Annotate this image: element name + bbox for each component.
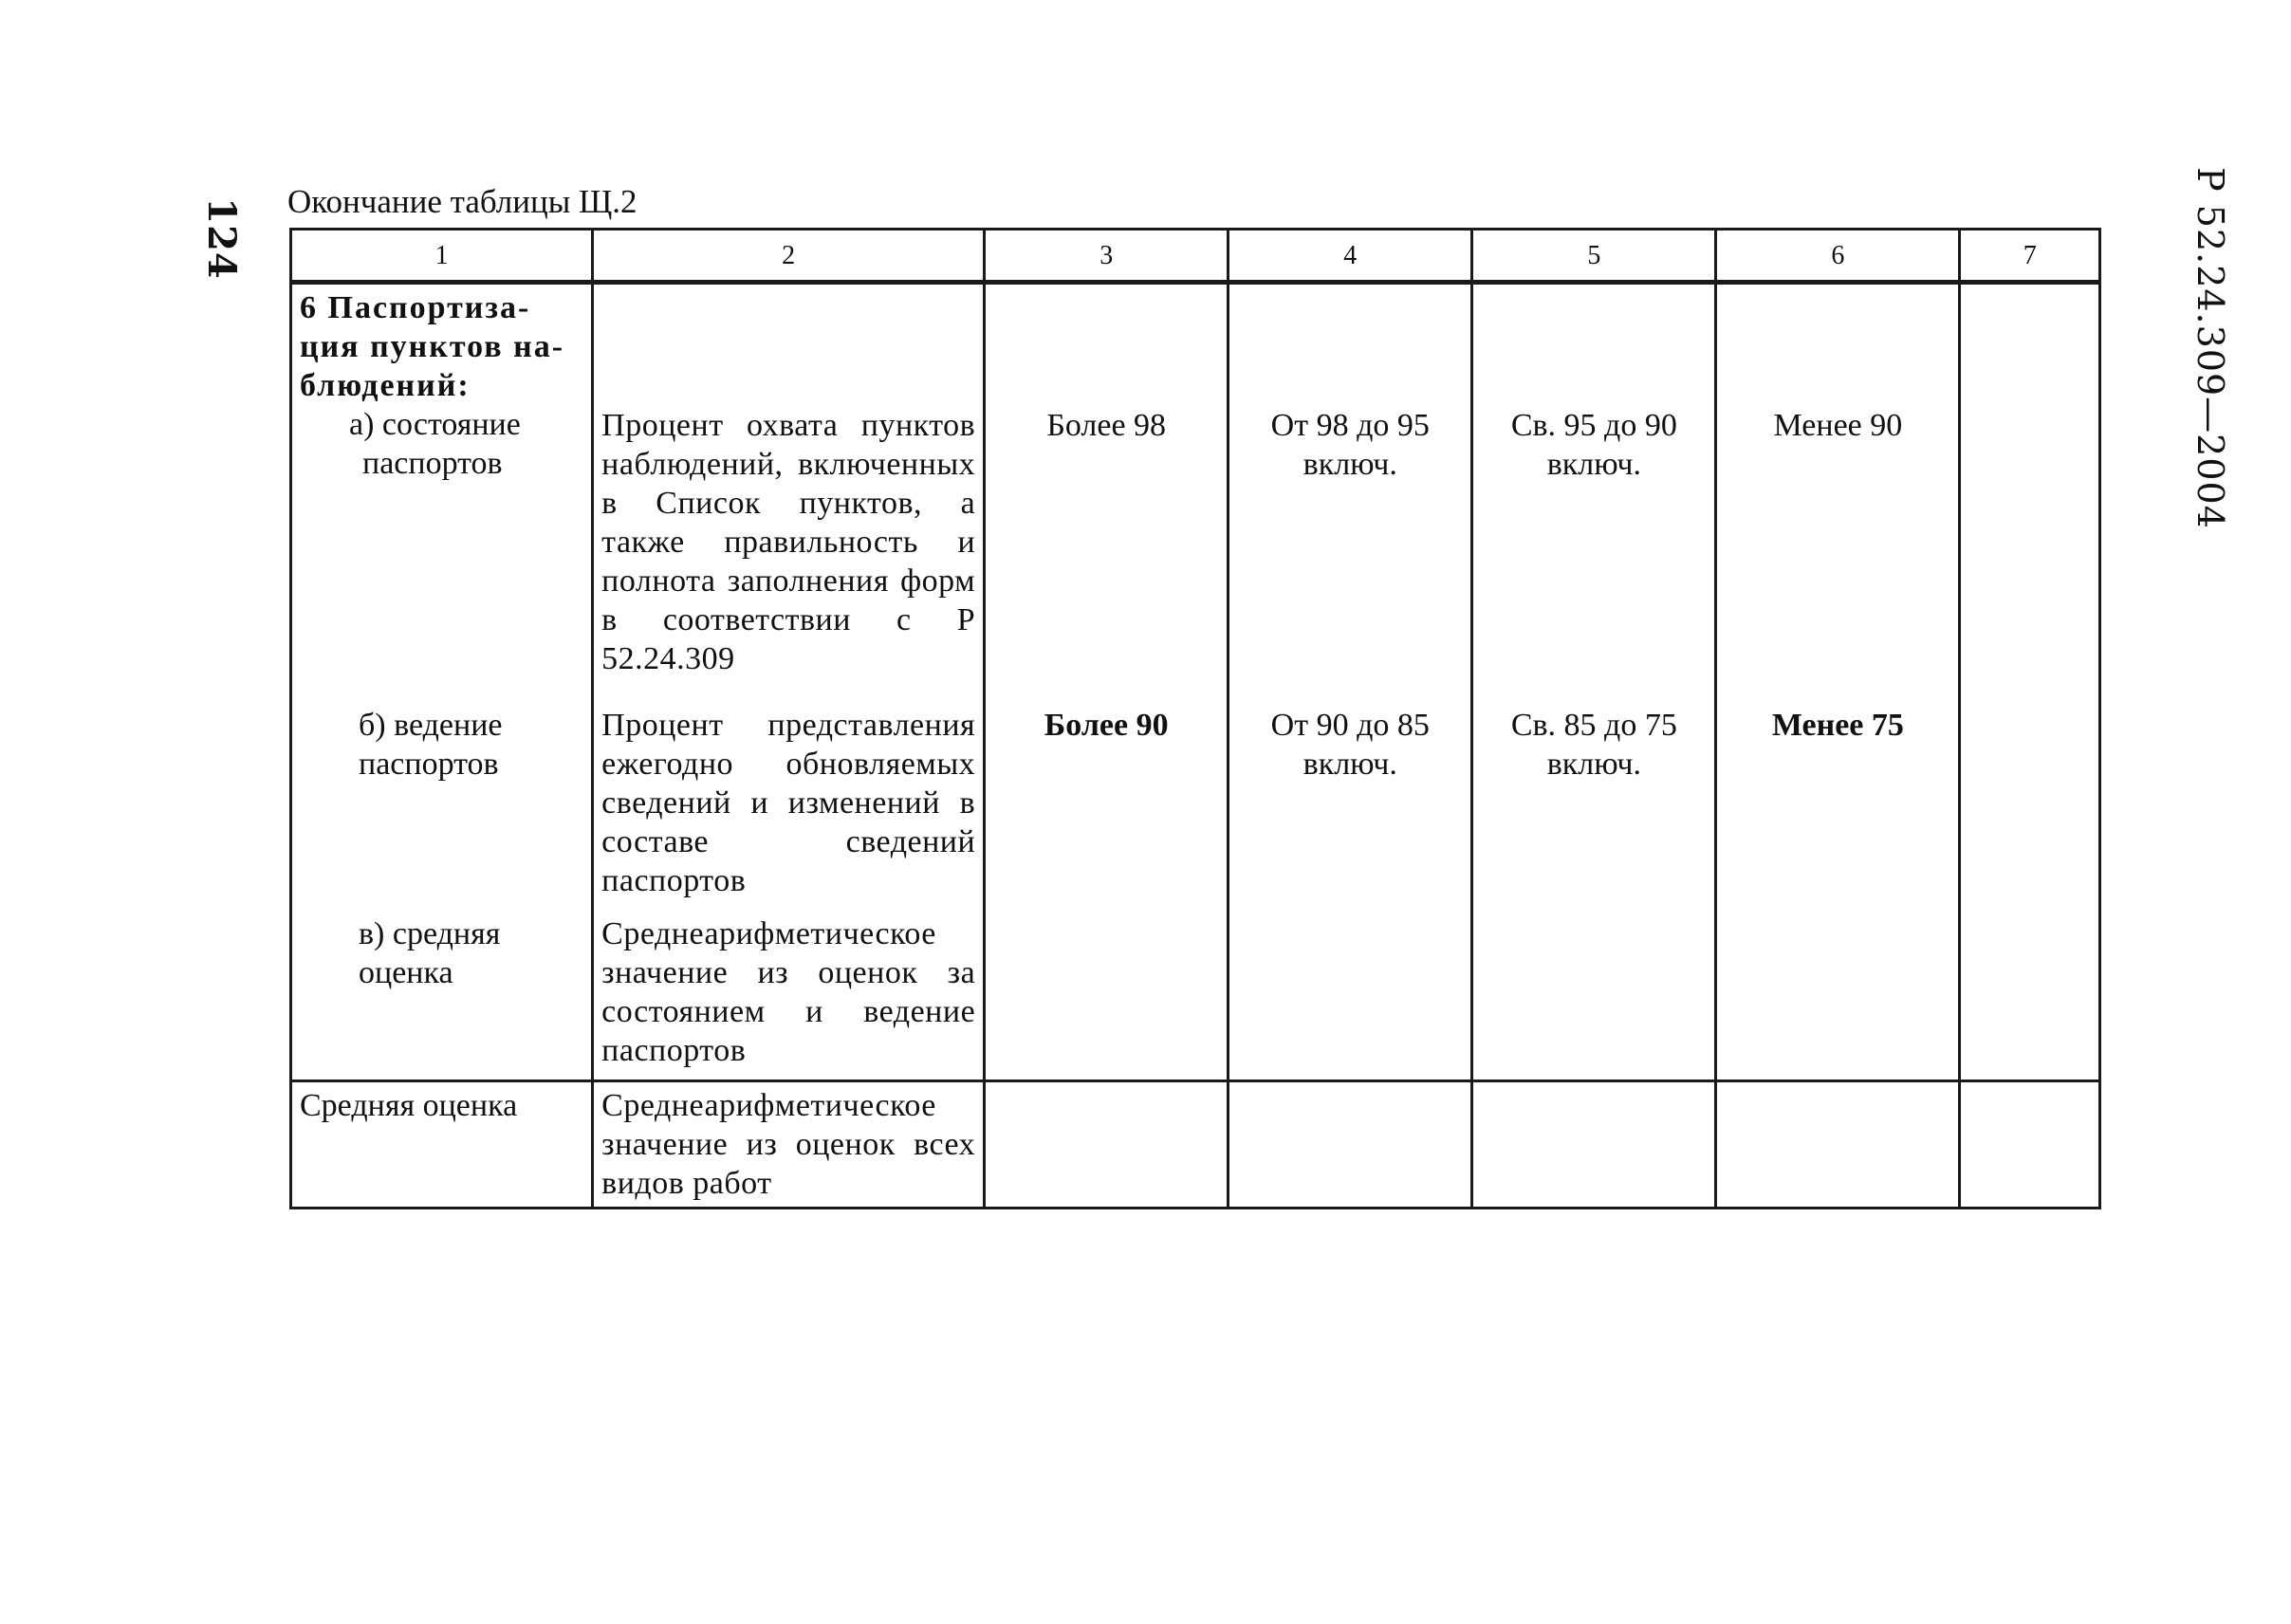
row-c-label: в) средняя	[359, 916, 501, 951]
row-c-label-block	[300, 914, 583, 1076]
table-header-row	[291, 230, 2100, 283]
section-title-line: блюдений:	[300, 368, 471, 403]
cell-col-7	[1960, 283, 2100, 1081]
cell-col-1	[291, 283, 593, 1081]
row-c-description-block	[601, 914, 975, 1076]
total-col-5	[1472, 1081, 1716, 1209]
assessment-table	[289, 228, 2101, 1209]
total-label-cell	[291, 1081, 593, 1209]
row-b-value-col-3: Более 90	[1044, 708, 1169, 743]
cell-col-5	[1472, 283, 1716, 1081]
table-row-passportization	[291, 283, 2100, 1081]
row-b-value-col-5-suffix: включ.	[1546, 747, 1641, 782]
row-b-value-col-4-suffix: включ.	[1303, 747, 1397, 782]
row-a-label-block	[300, 288, 583, 706]
row-a-value-col-6: Менее 90	[1773, 408, 1903, 443]
cell-col-6	[1716, 283, 1960, 1081]
row-a-label: паспортов	[362, 446, 503, 481]
page-number: 124	[198, 197, 244, 280]
section-title-line: ция пунктов на-	[300, 329, 565, 364]
table-caption: Окончание таблицы Щ.2	[287, 183, 637, 220]
row-b-value-col-4: От 90 до 85	[1270, 708, 1430, 743]
row-b-label-block	[300, 706, 583, 914]
total-col-6	[1716, 1081, 1960, 1209]
total-label: Средняя оценка	[300, 1088, 518, 1123]
row-b-value-col-5: Св. 85 до 75	[1510, 708, 1677, 743]
cell-col-2	[593, 283, 985, 1081]
row-a-value-col-5: Св. 95 до 90	[1510, 408, 1677, 443]
header-col-7: 7	[1960, 230, 2100, 283]
row-b-label: паспортов	[359, 747, 499, 782]
total-col-4	[1229, 1081, 1472, 1209]
header-col-6: 6	[1716, 230, 1960, 283]
section-title-line: 6 Паспортиза-	[300, 290, 531, 325]
header-col-4: 4	[1229, 230, 1472, 283]
header-col-2: 2	[593, 230, 985, 283]
row-a-label: а) состояние	[349, 407, 521, 442]
cell-col-3	[985, 283, 1229, 1081]
header-col-5: 5	[1472, 230, 1716, 283]
header-col-1: 1	[291, 230, 593, 283]
header-col-3: 3	[985, 230, 1229, 283]
row-c-description: Среднеарифметическое значение из оценок за состоянием и ведение паспортов	[601, 916, 976, 1068]
total-description-cell	[593, 1081, 985, 1209]
document-code: Р 52.24.309—2004	[2189, 167, 2231, 529]
cell-col-4	[1229, 283, 1472, 1081]
table-row-average	[291, 1081, 2100, 1209]
total-col-3	[985, 1081, 1229, 1209]
row-a-value-col-3: Более 98	[1046, 408, 1167, 443]
row-a-value-col-4-suffix: включ.	[1303, 447, 1397, 482]
row-a-description-block	[601, 288, 975, 706]
row-a-value-col-5-suffix: включ.	[1546, 447, 1641, 482]
row-a-value-col-4: От 98 до 95	[1270, 408, 1430, 443]
total-description: Среднеарифметическое значение из оценок всех видов работ	[601, 1088, 976, 1201]
total-col-7	[1960, 1081, 2100, 1209]
row-c-label: оценка	[359, 955, 453, 990]
row-b-label: б) ведение	[359, 708, 503, 743]
row-a-description: Процент охвата пунктов наблюдений, включенных в Список пунктов, а также правильность и полнота заполнения форм в соответствии с Р 52.24.309	[601, 408, 976, 676]
row-b-description: Процент представления ежегодно обновляемых сведений и изменений в составе сведений паспортов	[601, 708, 976, 898]
row-b-value-col-6: Менее 75	[1771, 708, 1904, 743]
row-b-description-block	[601, 706, 975, 914]
